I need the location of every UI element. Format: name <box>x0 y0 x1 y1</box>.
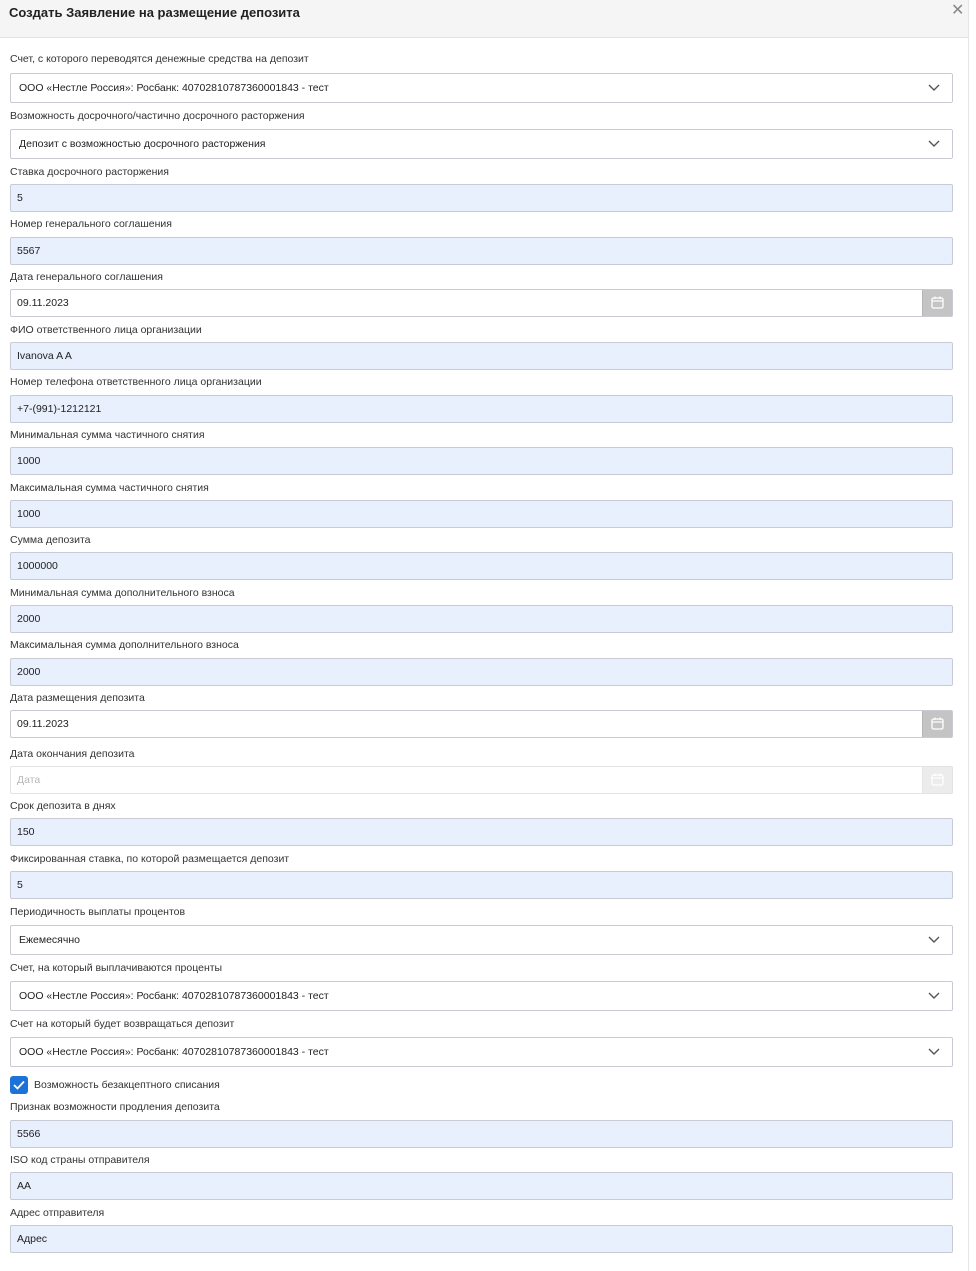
responsible-name-label: ФИО ответственного лица организации <box>10 324 202 336</box>
agreement-number-value: 5567 <box>17 245 41 257</box>
interest-account-value: ООО «Нестле Россия»: Росбанк: 40702810787360001843 - тест <box>19 990 329 1002</box>
checkmark-icon <box>13 1080 25 1090</box>
max-topup-input[interactable] <box>10 658 953 686</box>
source-account-value: ООО «Нестле Россия»: Росбанк: 40702810787360001843 - тест <box>19 82 329 94</box>
fixed-rate-input[interactable] <box>10 871 953 899</box>
end-date-placeholder: Дата <box>17 774 41 786</box>
min-topup-value: 2000 <box>17 613 41 625</box>
return-account-select[interactable] <box>10 1037 953 1067</box>
early-rate-input[interactable] <box>10 184 953 212</box>
chevron-down-icon <box>928 139 940 148</box>
max-withdrawal-value: 1000 <box>17 508 41 520</box>
direct-debit-checkbox[interactable] <box>10 1076 28 1094</box>
close-icon[interactable]: ✕ <box>951 2 965 19</box>
fixed-rate-value: 5 <box>17 879 23 891</box>
source-account-select[interactable] <box>10 73 953 103</box>
agreement-date-input[interactable] <box>10 289 953 317</box>
min-withdrawal-label: Минимальная сумма частичного снятия <box>10 429 205 441</box>
placement-date-label: Дата размещения депозита <box>10 692 145 704</box>
term-days-value: 150 <box>17 826 35 838</box>
calendar-icon <box>931 773 944 786</box>
agreement-date-value: 09.11.2023 <box>17 297 69 309</box>
interest-period-label: Периодичность выплаты процентов <box>10 906 186 918</box>
early-termination-select[interactable] <box>10 129 953 159</box>
deposit-amount-input[interactable] <box>10 552 953 580</box>
max-topup-label: Максимальная сумма дополнительного взноса <box>10 639 239 651</box>
placement-date-value: 09.11.2023 <box>17 718 69 730</box>
interest-account-label: Счет, на который выплачиваются проценты <box>10 962 223 974</box>
source-account-label: Счет, с которого переводятся денежные средства на депозит <box>10 53 309 65</box>
chevron-down-icon <box>928 991 940 1000</box>
iso-country-input[interactable] <box>10 1172 953 1200</box>
agreement-number-label: Номер генерального соглашения <box>10 218 172 230</box>
agreement-number-input[interactable] <box>10 237 953 265</box>
return-account-label: Счет на который будет возвращаться депозит <box>10 1018 235 1030</box>
calendar-icon <box>931 717 944 730</box>
responsible-name-value: Ivanova A A <box>17 350 72 362</box>
max-withdrawal-input[interactable] <box>10 500 953 528</box>
calendar-button[interactable] <box>922 290 952 316</box>
sender-address-value: Адрес <box>17 1233 48 1245</box>
dialog-header <box>0 0 968 38</box>
agreement-date-label: Дата генерального соглашения <box>10 271 163 283</box>
calendar-icon <box>931 296 944 309</box>
fixed-rate-label: Фиксированная ставка, по которой размещается депозит <box>10 853 290 865</box>
responsible-phone-value: +7-(991)-1212121 <box>17 403 102 415</box>
direct-debit-label: Возможность безакцептного списания <box>34 1079 220 1091</box>
responsible-name-input[interactable] <box>10 342 953 370</box>
dialog-title: Создать Заявление на размещение депозита <box>9 5 300 20</box>
calendar-button[interactable] <box>922 711 952 737</box>
min-topup-label: Минимальная сумма дополнительного взноса <box>10 587 235 599</box>
responsible-phone-label: Номер телефона ответственного лица организации <box>10 376 262 388</box>
interest-account-select[interactable] <box>10 981 953 1011</box>
interest-period-select[interactable] <box>10 925 953 955</box>
max-withdrawal-label: Максимальная сумма частичного снятия <box>10 482 209 494</box>
max-topup-value: 2000 <box>17 666 41 678</box>
iso-country-label: ISO код страны отправителя <box>10 1154 150 1166</box>
early-termination-value: Депозит с возможностью досрочного расторжения <box>19 138 266 150</box>
interest-period-value: Ежемесячно <box>19 934 80 946</box>
end-date-input <box>10 766 953 794</box>
sender-address-label: Адрес отправителя <box>10 1207 105 1219</box>
term-days-label: Срок депозита в днях <box>10 800 116 812</box>
min-topup-input[interactable] <box>10 605 953 633</box>
iso-country-value: AA <box>17 1180 32 1192</box>
early-termination-label: Возможность досрочного/частично досрочного расторжения <box>10 110 305 122</box>
deposit-amount-label: Сумма депозита <box>10 534 91 546</box>
extension-flag-value: 5566 <box>17 1128 41 1140</box>
dialog-border <box>968 0 969 1271</box>
responsible-phone-input[interactable] <box>10 395 953 423</box>
chevron-down-icon <box>928 935 940 944</box>
extension-flag-input[interactable] <box>10 1120 953 1148</box>
extension-flag-label: Признак возможности продления депозита <box>10 1101 220 1113</box>
early-rate-value: 5 <box>17 192 23 204</box>
placement-date-input[interactable] <box>10 710 953 738</box>
deposit-amount-value: 1000000 <box>17 560 58 572</box>
return-account-value: ООО «Нестле Россия»: Росбанк: 40702810787360001843 - тест <box>19 1046 329 1058</box>
sender-address-input[interactable] <box>10 1225 953 1253</box>
end-date-label: Дата окончания депозита <box>10 748 135 760</box>
chevron-down-icon <box>928 1047 940 1056</box>
min-withdrawal-input[interactable] <box>10 447 953 475</box>
min-withdrawal-value: 1000 <box>17 455 41 467</box>
term-days-input[interactable] <box>10 818 953 846</box>
calendar-button <box>922 767 952 793</box>
early-rate-label: Ставка досрочного расторжения <box>10 166 169 178</box>
chevron-down-icon <box>928 83 940 92</box>
